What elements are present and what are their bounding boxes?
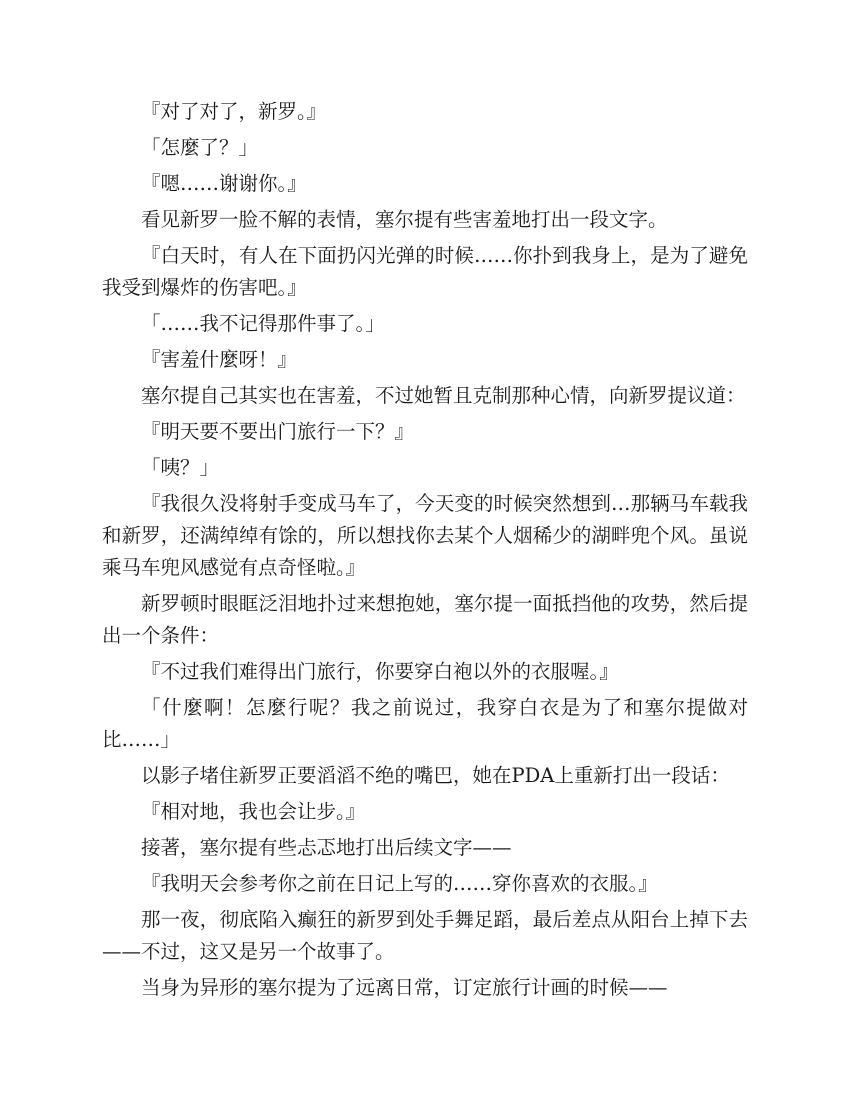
text-body — [102, 96, 748, 1008]
paragraph-17: 接著，塞尔提有些忐忑地打出后续文字—— — [141, 836, 512, 859]
paragraph-6: 「……我不记得那件事了。」 — [141, 312, 385, 335]
paragraph-18: 『我明天会参考你之前在日记上写的……穿你喜欢的衣服。』 — [141, 872, 658, 895]
paragraph-16: 『相对地，我也会让步。』 — [141, 800, 366, 823]
paragraph-1: 『对了对了，新罗。』 — [141, 100, 327, 123]
paragraph-15: 以影子堵住新罗正要滔滔不绝的嘴巴，她在PDA上重新打出一段话： — [141, 764, 730, 787]
paragraph-14: 「什麼啊！怎麼行呢？我之前说过，我穿白衣是为了和塞尔提做对比……」 — [102, 696, 748, 751]
paragraph-8: 塞尔提自己其实也在害羞，不过她暂且克制那种心情，向新罗提议道： — [141, 384, 746, 407]
paragraph-7: 『害羞什麼呀！』 — [141, 348, 298, 371]
paragraph-5: 『白天时，有人在下面扔闪光弹的时候……你扑到我身上，是为了避免我受到爆炸的伤害吧。』 — [102, 244, 748, 299]
paragraph-12: 新罗顿时眼眶泛泪地扑过来想抱她，塞尔提一面抵挡他的攻势，然后提出一个条件： — [102, 592, 748, 647]
paragraph-3: 『嗯……谢谢你。』 — [141, 172, 307, 195]
paragraph-19: 那一夜，彻底陷入癫狂的新罗到处手舞足蹈，最后差点从阳台上掉下去——不过，这又是另一个故事了。 — [102, 908, 748, 963]
paragraph-13: 『不过我们难得出门旅行，你要穿白袍以外的衣服喔。』 — [141, 660, 619, 683]
paragraph-2: 「怎麼了？」 — [141, 136, 259, 159]
paragraph-11: 『我很久没将射手变成马车了，今天变的时候突然想到…那辆马车载我和新罗，还满绰绰有馀的，所以想找你去某个人烟稀少的湖畔兜个风。虽说乘马车兜风感觉有点奇怪啦。』 — [102, 492, 748, 579]
paragraph-4: 看见新罗一脸不解的表情，塞尔提有些害羞地打出一段文字。 — [141, 208, 668, 231]
paragraph-20: 当身为异形的塞尔提为了远离日常，订定旅行计画的时候—— — [141, 976, 668, 999]
paragraph-10: 「咦？」 — [141, 456, 220, 479]
paragraph-9: 『明天要不要出门旅行一下？』 — [141, 420, 415, 443]
